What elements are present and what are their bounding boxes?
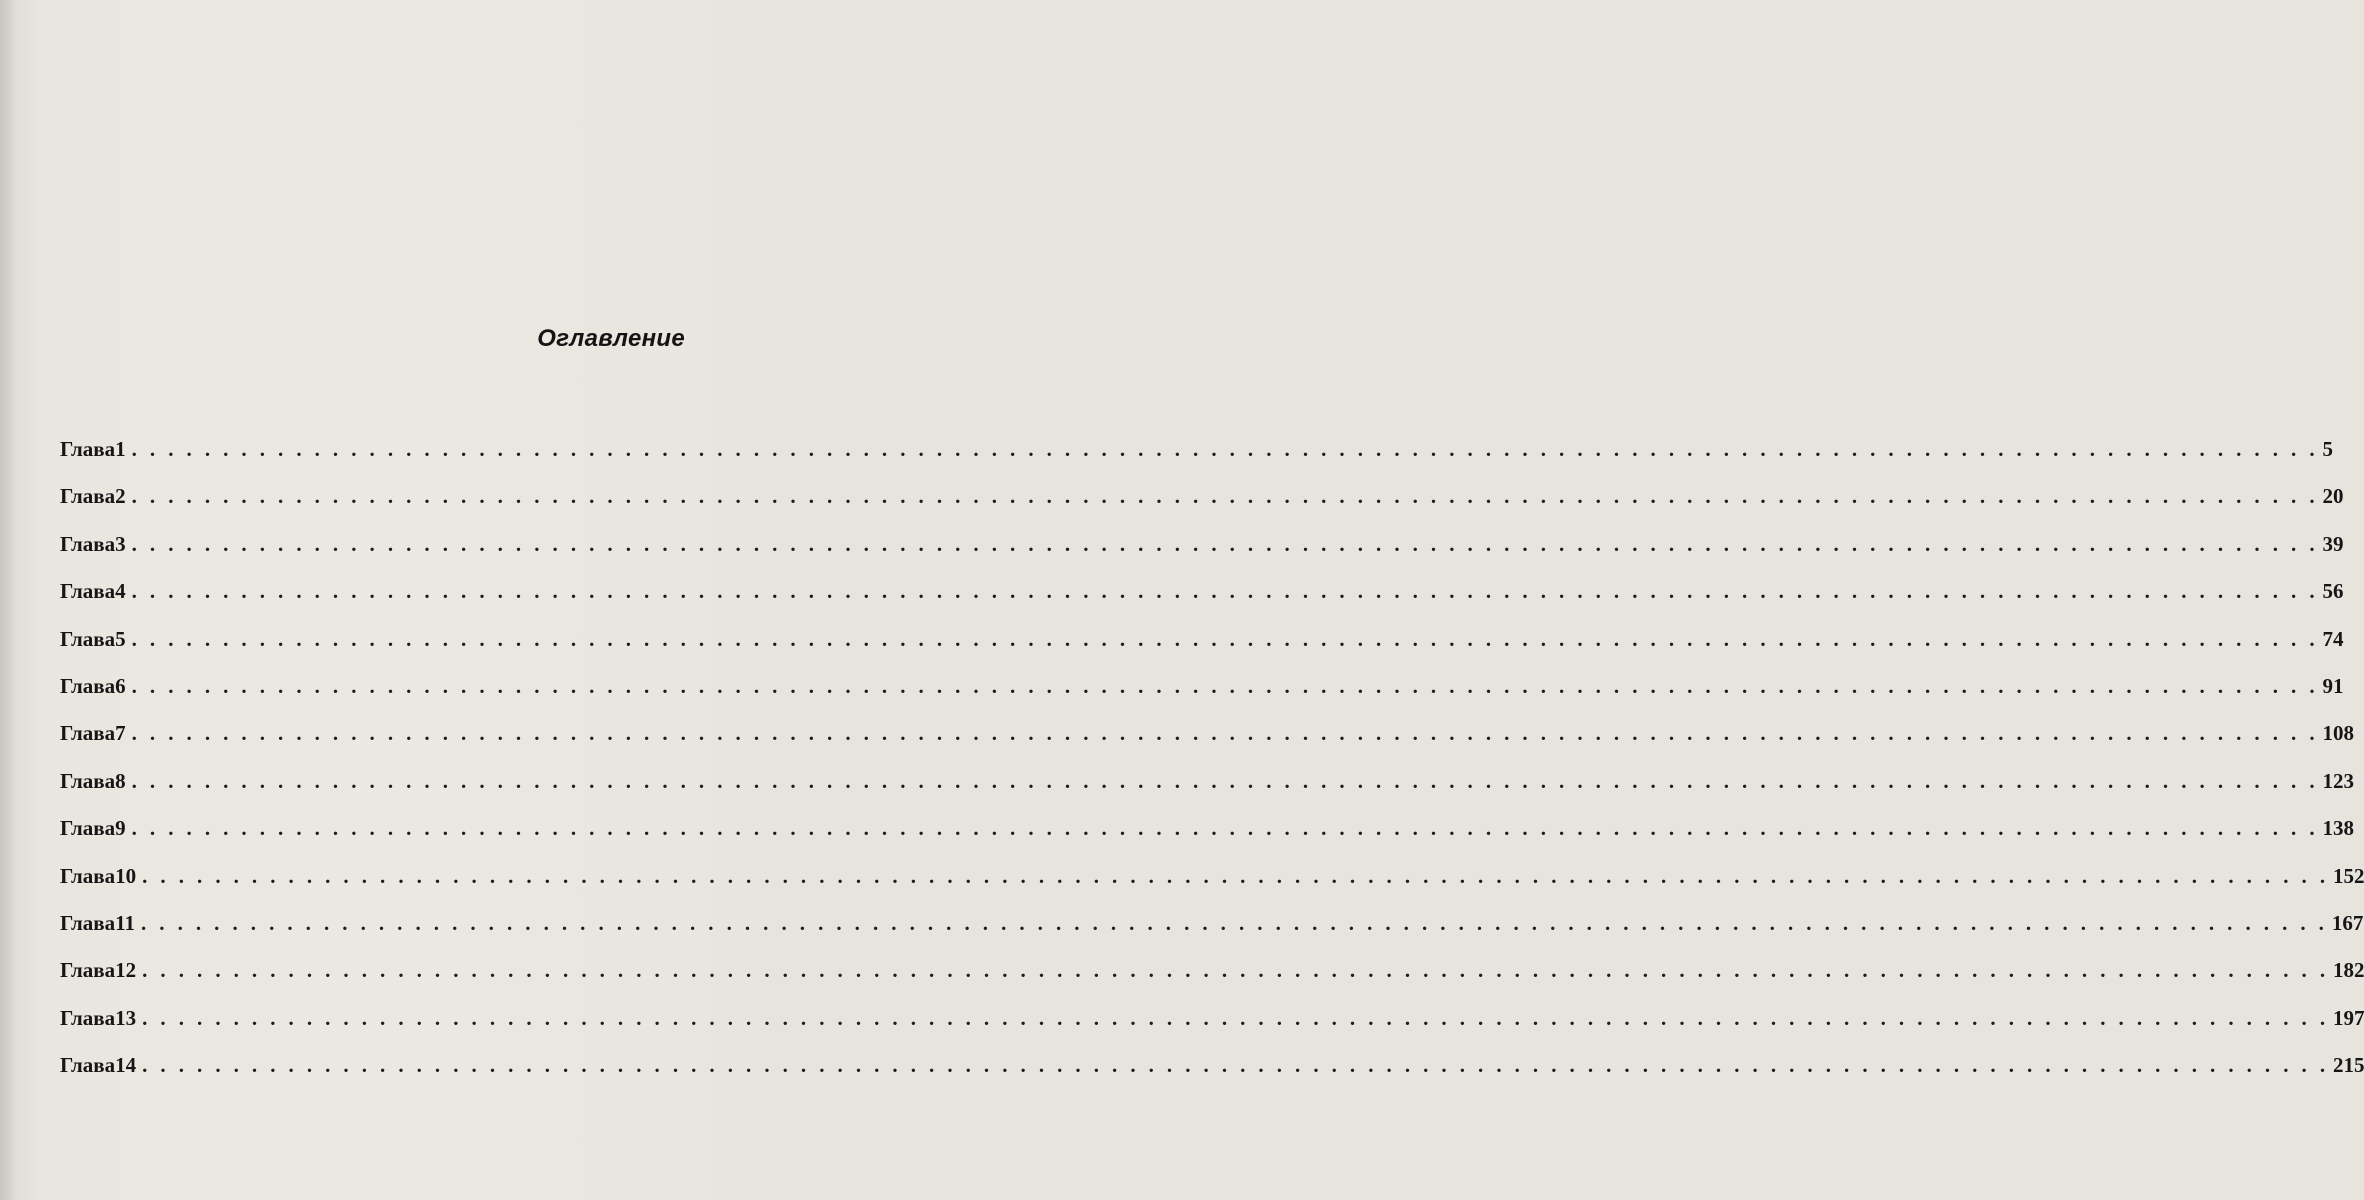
dot-leader: . . . . . . . . . . . . . . . . . . . . . . . . . . . . . . . . . . . . . . . . . . . . . . . . . . . . . . . . . . . . . . . . . . . . . . . . . . . . . . . . . . . . . . . . . . . . . . . . . . . . . . . . . . . . . . . . . . . . . . . . — [131, 626, 2319, 651]
chapter-label: Глава — [60, 1053, 116, 1078]
toc-entry — [60, 721, 2354, 768]
dot-leader: . . . . . . . . . . . . . . . . . . . . . . . . . . . . . . . . . . . . . . . . . . . . . . . . . . . . . . . . . . . . . . . . . . . . . . . . . . . . . . . . . . . . . . . . . . . . . . . . . . . . . . . . . . . . . . . . . . . . . . . . — [131, 531, 2319, 556]
dot-leader: . . . . . . . . . . . . . . . . . . . . . . . . . . . . . . . . . . . . . . . . . . . . . . . . . . . . . . . . . . . . . . . . . . . . . . . . . . . . . . . . . . . . . . . . . . . . . . . . . . . . . . . . . . . . . . . . . . . . . . . . — [131, 816, 2319, 841]
toc-entry — [60, 863, 2364, 911]
toc-entry — [60, 484, 2344, 531]
page-number: 152 — [2332, 863, 2364, 888]
chapter-label: Глава — [60, 768, 116, 793]
dot-leader: . . . . . . . . . . . . . . . . . . . . . . . . . . . . . . . . . . . . . . . . . . . . . . . . . . . . . . . . . . . . . . . . . . . . . . . . . . . . . . . . . . . . . . . . . . . . . . . . . . . . . . . . . . . . . . . . . . . . . . . . — [140, 910, 2328, 935]
chapter-number: 1 — [115, 437, 126, 461]
dot-leader: . . . . . . . . . . . . . . . . . . . . . . . . . . . . . . . . . . . . . . . . . . . . . . . . . . . . . . . . . . . . . . . . . . . . . . . . . . . . . . . . . . . . . . . . . . . . . . . . . . . . . . . . . . . . . . . . . . . . . . . . — [142, 958, 2329, 983]
page-number: 56 — [2322, 579, 2344, 604]
toc-entry — [60, 437, 2333, 484]
chapter-number: 12 — [115, 958, 137, 983]
chapter-number: 14 — [115, 1053, 137, 1078]
dot-leader: . . . . . . . . . . . . . . . . . . . . . . . . . . . . . . . . . . . . . . . . . . . . . . . . . . . . . . . . . . . . . . . . . . . . . . . . . . . . . . . . . . . . . . . . . . . . . . . . . . . . . . . . . . . . . . . . . . . . . . . . — [131, 768, 2319, 793]
page-number: 74 — [2322, 626, 2344, 651]
chapter-label: Глава — [60, 910, 116, 935]
chapter-number: 10 — [115, 863, 137, 888]
toc-entry — [60, 958, 2364, 1005]
dot-leader: . . . . . . . . . . . . . . . . . . . . . . . . . . . . . . . . . . . . . . . . . . . . . . . . . . . . . . . . . . . . . . . . . . . . . . . . . . . . . . . . . . . . . . . . . . . . . . . . . . . . . . . . . . . . . . . . . . . . . . . . — [142, 1005, 2329, 1030]
dot-leader: . . . . . . . . . . . . . . . . . . . . . . . . . . . . . . . . . . . . . . . . . . . . . . . . . . . . . . . . . . . . . . . . . . . . . . . . . . . . . . . . . . . . . . . . . . . . . . . . . . . . . . . . . . . . . . . . . . . . . . . . — [131, 484, 2319, 509]
toc-entry — [60, 910, 2364, 958]
page-number: 182 — [2332, 958, 2364, 983]
chapter-label: Глава — [60, 958, 116, 983]
chapter-number: 5 — [115, 626, 126, 651]
chapter-number: 8 — [115, 768, 126, 793]
toc-entry — [60, 816, 2354, 863]
chapter-number: 13 — [115, 1005, 137, 1030]
page-number: 215 — [2332, 1053, 2364, 1078]
table-of-contents — [60, 437, 2364, 1100]
chapter-number: 6 — [115, 673, 126, 698]
page-number: 5 — [2322, 437, 2333, 461]
chapter-label: Глава — [60, 484, 116, 509]
dot-leader: . . . . . . . . . . . . . . . . . . . . . . . . . . . . . . . . . . . . . . . . . . . . . . . . . . . . . . . . . . . . . . . . . . . . . . . . . . . . . . . . . . . . . . . . . . . . . . . . . . . . . . . . . . . . . . . . . . . . . . . . — [142, 1053, 2329, 1078]
page-number: 138 — [2322, 816, 2354, 841]
dot-leader: . . . . . . . . . . . . . . . . . . . . . . . . . . . . . . . . . . . . . . . . . . . . . . . . . . . . . . . . . . . . . . . . . . . . . . . . . . . . . . . . . . . . . . . . . . . . . . . . . . . . . . . . . . . . . . . . . . . . . . . . — [131, 579, 2319, 604]
chapter-label: Глава — [60, 437, 116, 461]
page-number: 123 — [2322, 768, 2354, 793]
chapter-number: 9 — [115, 816, 126, 841]
dot-leader: . . . . . . . . . . . . . . . . . . . . . . . . . . . . . . . . . . . . . . . . . . . . . . . . . . . . . . . . . . . . . . . . . . . . . . . . . . . . . . . . . . . . . . . . . . . . . . . . . . . . . . . . . . . . . . . . . . . . . . . . — [131, 673, 2319, 698]
page-number: 39 — [2322, 531, 2344, 556]
dot-leader: . . . . . . . . . . . . . . . . . . . . . . . . . . . . . . . . . . . . . . . . . . . . . . . . . . . . . . . . . . . . . . . . . . . . . . . . . . . . . . . . . . . . . . . . . . . . . . . . . . . . . . . . . . . . . . . . . . . . . . . . — [131, 437, 2319, 461]
chapter-number: 2 — [115, 484, 126, 509]
toc-entry — [60, 1053, 2364, 1100]
chapter-number: 7 — [115, 721, 126, 746]
chapter-label: Глава — [60, 673, 116, 698]
page-number: 197 — [2332, 1005, 2364, 1030]
dot-leader: . . . . . . . . . . . . . . . . . . . . . . . . . . . . . . . . . . . . . . . . . . . . . . . . . . . . . . . . . . . . . . . . . . . . . . . . . . . . . . . . . . . . . . . . . . . . . . . . . . . . . . . . . . . . . . . . . . . . . . . . — [131, 721, 2319, 746]
page-number: 91 — [2322, 673, 2344, 698]
chapter-number: 3 — [115, 531, 126, 556]
toc-title: Оглавление — [537, 325, 685, 352]
toc-entry — [60, 673, 2344, 721]
chapter-label: Глава — [60, 579, 116, 604]
toc-entry — [60, 1005, 2364, 1053]
chapter-label: Глава — [60, 863, 116, 888]
toc-entry — [60, 531, 2344, 579]
toc-entry — [60, 768, 2354, 816]
chapter-number: 4 — [115, 579, 126, 604]
chapter-label: Глава — [60, 626, 116, 651]
page-number: 108 — [2322, 721, 2354, 746]
chapter-label: Глава — [60, 816, 116, 841]
page-spine-shadow — [0, 0, 14, 1200]
chapter-label: Глава — [60, 721, 116, 746]
chapter-label: Глава — [60, 1005, 116, 1030]
toc-entry — [60, 626, 2344, 674]
toc-entry — [60, 579, 2344, 626]
page-number: 167 — [2331, 910, 2364, 935]
page-number: 20 — [2322, 484, 2344, 509]
chapter-number: 11 — [115, 910, 135, 935]
dot-leader: . . . . . . . . . . . . . . . . . . . . . . . . . . . . . . . . . . . . . . . . . . . . . . . . . . . . . . . . . . . . . . . . . . . . . . . . . . . . . . . . . . . . . . . . . . . . . . . . . . . . . . . . . . . . . . . . . . . . . . . . — [142, 863, 2329, 888]
chapter-label: Глава — [60, 531, 116, 556]
